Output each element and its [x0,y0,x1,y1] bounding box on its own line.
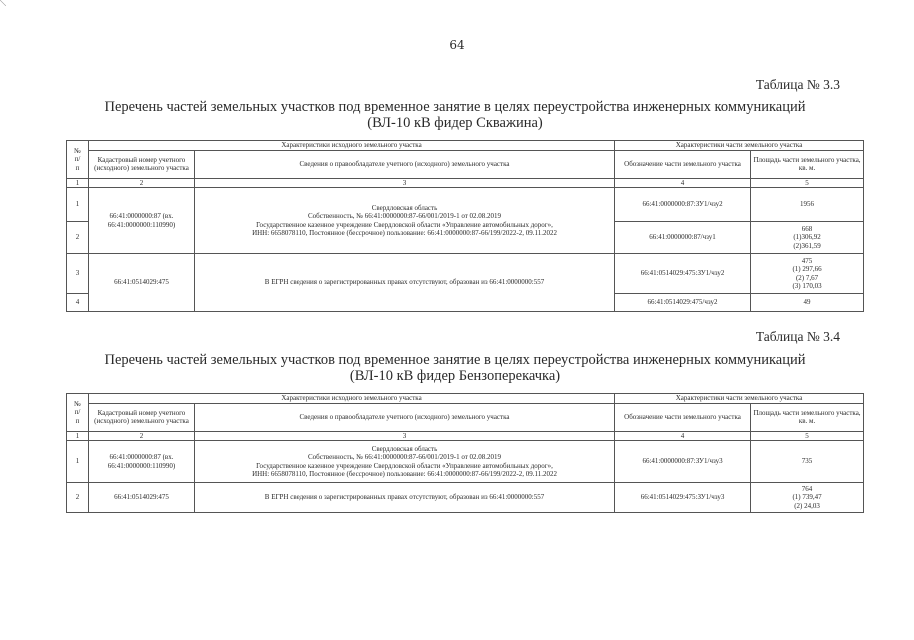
table-row [67,483,864,513]
col-number: 3 [195,178,615,188]
table-3-4-title [60,352,850,384]
cell-area: 475 (1) 297,66 (2) 7,67 (3) 170,03 [751,254,864,294]
header-area: Площадь части земельного участка, кв. м. [751,150,864,178]
cell-designation: 66:41:0514029:475:ЗУ1/чзу3 [615,483,751,513]
header-area: Площадь части земельного участка, кв. м. [751,403,864,431]
col-number: 5 [751,178,864,188]
cell-cadastral: 66:41:0514029:475 [89,483,195,513]
table-3-3-title [60,99,850,131]
header-owner: Сведения о правообладателе учетного (исходного) земельного участка [195,150,615,178]
row-num: 2 [67,222,89,254]
table-row [67,188,864,222]
col-number: 2 [89,178,195,188]
row-num: 2 [67,483,89,513]
header-num: № п/ п [67,141,89,179]
row-num: 1 [67,441,89,483]
table-row [67,441,864,483]
cell-area: 735 [751,441,864,483]
cell-owner: В ЕГРН сведения о зарегистрированных правах отсутствуют, образован из 66:41:0000000:557 [195,254,615,312]
header-cadastral: Кадастровый номер учетного (исходного) земельного участка [89,150,195,178]
col-number: 2 [89,431,195,441]
cell-designation: 66:41:0000000:87:ЗУ1/чзу2 [615,188,751,222]
corner-crop-mark-icon [0,0,6,6]
header-owner: Сведения о правообладателе учетного (исходного) земельного участка [195,403,615,431]
cell-area: 1956 [751,188,864,222]
cell-area: 668 (1)306,92 (2)361,59 [751,222,864,254]
col-number: 4 [615,178,751,188]
header-designation: Обозначение части земельного участка [615,403,751,431]
cell-owner: Свердловская область Собственность, № 66:41:0000000:87-66/001/2019-1 от 02.08.2019 Государственное казенное учреждение Свердловской области «Управление автомобильных дорог», ИНН: 6658078110, Постоянное (бессрочное) пользование: 66:41:0000000:87-66/199/2022-2, 09.11.2022 [195,188,615,254]
row-num: 4 [67,294,89,312]
cell-area: 764 (1) 739,47 (2) 24,03 [751,483,864,513]
header-num: № п/ п [67,394,89,432]
header-group-part: Характеристики части земельного участка [615,394,864,404]
table-3-3-title-line2: (ВЛ-10 кВ фидер Скважина) [367,115,543,131]
cell-designation: 66:41:0514029:475:ЗУ1/чзу2 [615,254,751,294]
col-number: 1 [67,431,89,441]
cell-designation: 66:41:0000000:87/чзу1 [615,222,751,254]
header-group-source: Характеристики исходного земельного участка [89,394,615,404]
col-number: 1 [67,178,89,188]
cell-area: 49 [751,294,864,312]
cell-cadastral: 66:41:0000000:87 (вх. 66:41:0000000:110990) [89,441,195,483]
header-designation: Обозначение части земельного участка [615,150,751,178]
table-3-4-title-line2: (ВЛ-10 кВ фидер Бензоперекачка) [349,368,561,384]
col-number: 4 [615,431,751,441]
table-3-4-label: Таблица № 3.4 [755,329,840,344]
cell-designation: 66:41:0000000:87:ЗУ1/чзу3 [615,441,751,483]
header-group-part: Характеристики части земельного участка [615,141,864,151]
table-3-4-title-line1: Перечень частей земельных участков под временное занятие в целях переустройства инженерных коммуникаций [104,352,806,368]
table-3-4 [66,393,864,513]
header-cadastral: Кадастровый номер учетного (исходного) земельного участка [89,403,195,431]
cell-owner: Свердловская область Собственность, № 66:41:0000000:87-66/001/2019-1 от 02.08.2019 Государственное казенное учреждение Свердловской области «Управление автомобильных дорог», ИНН: 6658078110, Постоянное (бессрочное) пользование: 66:41:0000000:87-66/199/2022-2, 09.11.2022 [195,441,615,483]
row-num: 1 [67,188,89,222]
col-number: 5 [751,431,864,441]
table-3-3 [66,140,864,312]
cell-owner: В ЕГРН сведения о зарегистрированных правах отсутствуют, образован из 66:41:0000000:557 [195,483,615,513]
header-group-source: Характеристики исходного земельного участка [89,141,615,151]
col-number: 3 [195,431,615,441]
table-3-3-title-line1: Перечень частей земельных участков под временное занятие в целях переустройства инженерных коммуникаций [104,99,806,115]
cell-cadastral: 66:41:0514029:475 [89,254,195,312]
table-row [67,254,864,294]
page-number: 64 [449,38,465,52]
row-num: 3 [67,254,89,294]
table-3-3-label: Таблица № 3.3 [755,77,840,92]
cell-designation: 66:41:0514029:475/чзу2 [615,294,751,312]
cell-cadastral: 66:41:0000000:87 (вх. 66:41:0000000:110990) [89,188,195,254]
